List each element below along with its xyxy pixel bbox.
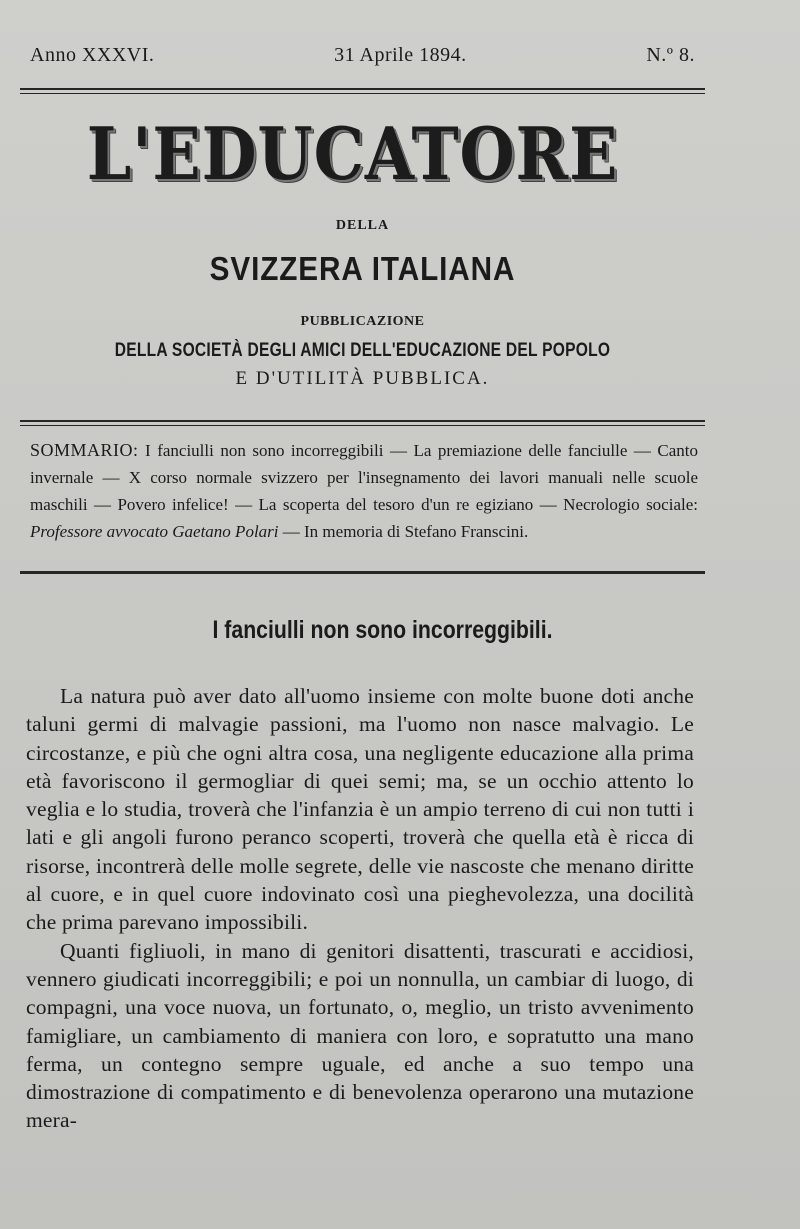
sommario-tail: — In memoria di Stefano Franscini. xyxy=(282,522,529,541)
issue-year: Anno XXXVI. xyxy=(30,44,155,66)
sommario-bottom-rule xyxy=(20,568,705,574)
sommario-label: SOMMARIO: xyxy=(30,440,139,460)
masthead-della: DELLA xyxy=(335,218,390,233)
masthead-title: L'EDUCATORE xyxy=(86,111,619,196)
issue-date: 31 Aprile 1894. xyxy=(334,44,467,66)
masthead-subtitle: SVIZZERA ITALIANA xyxy=(209,250,516,287)
article-paragraph: La natura può aver dato all'uomo insieme con molte buone doti anche taluni germi di malvagie passioni, ma l'uomo non nasce malvagio. Le circostanze, e più che ogni altra cosa, una negligente educazione alla prima età favoriscono il germogliar di quei semi; ma, se un occhio attento lo veglia e lo studia, troverà che l'infanzia è un ampio terreno di cui non tutti i lati e gli angoli furono peranco scoperti, troverà che quella età è ricca di risorse, incontrerà delle molle segrete, delle vie nascoste che menano diritte al cuore, e in quel cuore indovinato così una pieghevolezza, una docilità che prima parevano impossibili. xyxy=(26,684,694,935)
article-paragraph: Quanti figliuoli, in mano di genitori disattenti, trascurati e accidiosi, vennero giudicati incorreggibili; e poi un nonnulla, un cambiar di luogo, di compagni, una voce nuova, un fortunato, o, meglio, un tristo avvenimento famigliare, un cambiamento di maniera con loro, e sopratutto una mano ferma, un contegno sempre uguale, ed anche a suo tempo una dimostrazione di compatimento e di benevolenza operarono una mutazione mera- xyxy=(26,938,694,1133)
issue-number: N.º 8. xyxy=(646,44,695,66)
sommario-block xyxy=(30,437,698,545)
masthead-societa: DELLA SOCIETÀ DEGLI AMICI DELL'EDUCAZIONE DEL POPOLO xyxy=(114,340,611,361)
sommario-top-rule xyxy=(20,420,705,426)
masthead-utilita: E D'UTILITÀ PUBBLICA. xyxy=(235,368,490,389)
sommario-text: I fanciulli non sono incorreggibili — La premiazione delle fanciulle — Canto invernale — X corso normale svizzero per l'insegnamento dei lavori manuali nelle scuole maschili — Povero infelice! — La scoperta del tesoro d'un re egiziano — Necrologio sociale: xyxy=(30,441,698,514)
sommario-italic: Professore avvocato Gaetano Polari xyxy=(30,522,279,541)
article-body xyxy=(26,682,694,1135)
issue-header xyxy=(30,44,695,67)
masthead-pubblicazione: PUBBLICAZIONE xyxy=(300,314,425,329)
top-double-rule xyxy=(20,88,705,94)
article-title: I fanciulli non sono incorreggibili. xyxy=(212,616,553,644)
